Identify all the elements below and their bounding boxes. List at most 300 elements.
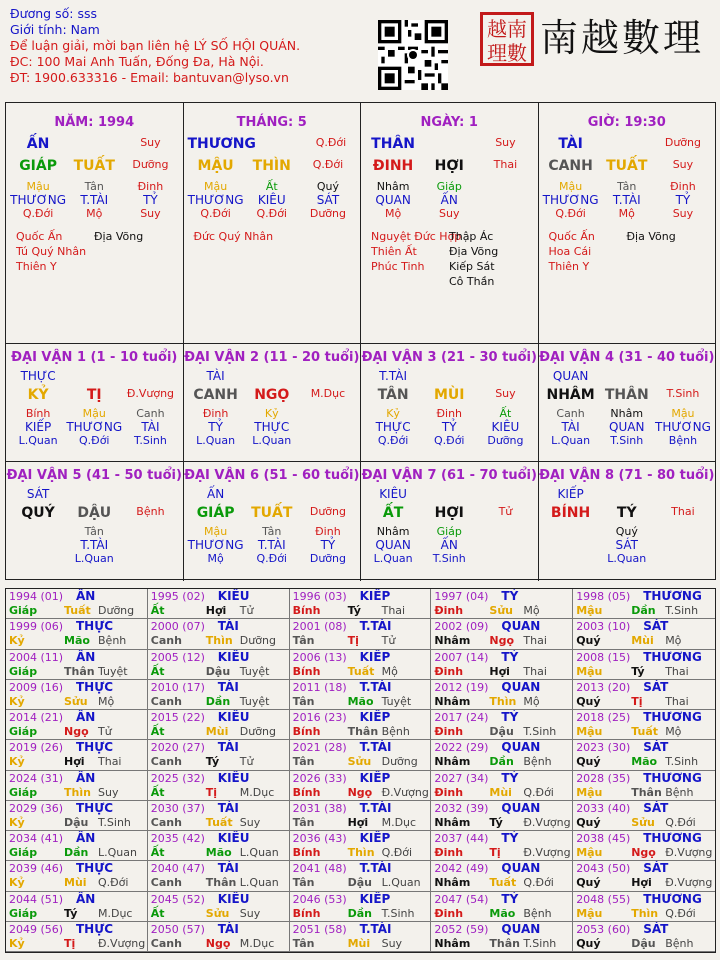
year-chi: Tuất <box>631 725 658 738</box>
year-cell <box>290 922 432 952</box>
dai-van-hidden-state: Dưỡng <box>487 434 524 447</box>
dai-van-hidden-stem: Bính <box>25 407 51 420</box>
year-label: 2028 (35) <box>576 771 631 785</box>
dai-van-hidden-god: TỶ <box>320 538 336 552</box>
phone-email-line: ĐT: 1900.633316 - Email: bantuvan@lyso.vn <box>10 70 289 85</box>
year-god: TỶ <box>501 891 519 906</box>
dai-van-gods-row <box>539 538 716 552</box>
year-label: 2018 (25) <box>576 711 631 724</box>
dai-van-hidden-god: QUAN <box>609 420 645 434</box>
year-chi: Thìn <box>631 906 659 920</box>
year-god: ẤN <box>76 831 96 845</box>
pillar-top-spacer <box>66 136 122 152</box>
pillar-top-god: ẤN <box>26 136 50 152</box>
pillar-chi-state: Suy <box>672 158 694 171</box>
pillar-god: THƯƠNG <box>10 193 67 207</box>
year-can: Đinh <box>434 725 464 738</box>
pillar-god: ẤN <box>440 193 458 207</box>
year-can: Kỷ <box>9 694 25 708</box>
year-state: Tuyệt <box>239 694 270 708</box>
pillar-top-row <box>184 136 361 152</box>
year-state: Đ.Vượng <box>523 846 571 859</box>
year-god: QUAN <box>501 619 541 634</box>
dai-van-hidden-god: TÀI <box>561 420 580 434</box>
dai-van-hidden-god <box>10 538 66 552</box>
dai-van-hidden-god <box>477 538 533 552</box>
pillar-3 <box>539 103 716 343</box>
year-can: Quý <box>576 936 601 950</box>
dai-van-god: T.TÀI <box>379 369 408 383</box>
dai-van-title: ĐẠI VẬN 1 (1 - 10 tuổi) <box>11 350 178 365</box>
dai-van-hidden-god: ẤN <box>440 538 458 552</box>
year-god: QUAN <box>501 861 541 876</box>
year-cell <box>290 680 432 710</box>
dai-van-title: ĐẠI VẬN 4 (31 - 40 tuổi) <box>539 350 715 365</box>
dai-van-spacer <box>66 369 122 383</box>
year-cell <box>6 831 148 861</box>
year-label: 2002 (09) <box>434 620 489 634</box>
dai-van-title: ĐẠI VẬN 5 (41 - 50 tuổi) <box>6 468 182 483</box>
dai-van-title: ĐẠI VẬN 2 (11 - 20 tuổi) <box>184 350 360 365</box>
dai-van-title: ĐẠI VẬN 6 (51 - 60 tuổi) <box>184 468 360 483</box>
dai-van-hidden-stem: Mậu <box>203 525 228 538</box>
year-state: Suy <box>239 906 261 920</box>
dai-van-chi: TỊ <box>86 387 102 403</box>
pillar-main-row <box>361 158 538 174</box>
year-chi: Tuất <box>489 876 517 890</box>
pillar-stars <box>194 229 354 244</box>
dai-van-hidden-state: Mộ <box>207 552 224 565</box>
year-cell <box>148 619 290 649</box>
year-cell <box>148 650 290 680</box>
pillar-god: THƯƠNG <box>542 193 599 207</box>
year-chi: Sửu <box>64 694 88 708</box>
star-left: Thiên Y <box>548 260 590 273</box>
dai-van-hidden-row <box>361 407 538 420</box>
year-label: 2041 (48) <box>292 862 347 876</box>
pillar-hidden-row <box>361 180 538 193</box>
dai-van-hidden-god <box>122 538 178 552</box>
year-chi: Hợi <box>489 664 510 678</box>
dai-van-hidden-state: L.Quan <box>373 552 413 565</box>
year-cell <box>431 740 573 770</box>
dai-van-state: Đ.Vượng <box>126 387 175 400</box>
dai-van-hidden-state: T.Sinh <box>133 434 167 447</box>
pillar-god: THƯƠNG <box>187 193 244 207</box>
star-left: Hoa Cái <box>548 245 592 258</box>
pillar-top-state: Dưỡng <box>664 136 701 149</box>
year-can: Canh <box>150 755 182 769</box>
year-can: Canh <box>150 634 182 648</box>
pillar-gods-row <box>6 193 183 207</box>
year-label: 2003 (10) <box>576 620 631 634</box>
star-right: Địa Võng <box>94 230 144 243</box>
dai-van-hidden-god: THƯƠNG <box>66 420 123 434</box>
year-state: Tuyệt <box>381 694 412 708</box>
pillar-hidden-stem: Ất <box>265 180 278 193</box>
year-chi: Thân <box>347 725 379 738</box>
year-god: SÁT <box>643 619 669 634</box>
year-cell <box>148 861 290 891</box>
dai-van-gods-row <box>184 420 361 434</box>
year-state: Thai <box>523 634 547 648</box>
logo-text: 南越數理 <box>540 16 705 60</box>
year-god: TÀI <box>217 740 239 755</box>
four-pillars <box>6 103 715 343</box>
year-god: THƯƠNG <box>643 710 702 724</box>
year-label: 2008 (15) <box>576 650 631 664</box>
year-can: Kỷ <box>9 755 25 769</box>
year-god: TÀI <box>217 921 239 936</box>
dai-van-state: Thai <box>671 505 695 518</box>
year-state: Q.Đới <box>381 846 413 859</box>
year-cell <box>148 922 290 952</box>
year-cell <box>6 710 148 740</box>
year-cell <box>431 771 573 801</box>
year-can: Mậu <box>576 785 603 799</box>
dai-van-row-1 <box>6 343 715 463</box>
year-label: 2010 (17) <box>150 680 205 694</box>
star-left: Phúc Tinh <box>371 260 425 273</box>
pillar-title: THÁNG: 5 <box>236 115 307 130</box>
dai-van-chi: NGỌ <box>254 387 290 403</box>
year-can: Ất <box>150 604 165 617</box>
year-label: 1998 (05) <box>576 590 631 603</box>
dai-van-state: M.Dục <box>310 387 346 400</box>
pillar-stars <box>371 229 531 288</box>
year-can: Mậu <box>576 664 603 678</box>
year-chi: Dần <box>64 846 89 859</box>
year-can: Tân <box>292 936 315 950</box>
year-label: 2012 (19) <box>434 680 489 694</box>
dai-van-gods-row <box>539 420 716 434</box>
year-state: Đ.Vượng <box>381 785 429 799</box>
dai-van-hidden-row <box>361 525 538 538</box>
year-can: Mậu <box>576 725 603 738</box>
dai-van-8 <box>539 462 716 581</box>
dai-van-state: Suy <box>495 387 516 400</box>
year-cell <box>431 831 573 861</box>
year-chi: Ngọ <box>205 936 231 950</box>
year-cell <box>6 589 148 619</box>
pillar-state: Mộ <box>384 207 402 220</box>
year-chi: Hợi <box>205 604 227 617</box>
year-god: THỰC <box>76 861 114 876</box>
dai-van-hidden-state: L.Quan <box>196 434 236 447</box>
year-state: Thai <box>98 755 122 769</box>
qr-code-icon <box>378 20 448 90</box>
dai-van-hidden-row <box>539 407 716 420</box>
year-god: SÁT <box>643 800 669 815</box>
year-chi: Dần <box>205 694 231 708</box>
pillar-main-row <box>539 158 716 174</box>
star-left: Thiên Y <box>16 260 57 273</box>
year-table <box>5 588 716 953</box>
year-god: T.TÀI <box>359 921 392 936</box>
pillar-god: KIÊU <box>257 193 286 207</box>
dai-van-hidden-stem: Mậu <box>82 407 106 420</box>
year-label: 2001 (08) <box>292 620 347 634</box>
pillar-state: Q.Đới <box>200 207 231 220</box>
dai-van-hidden-god: T.TÀI <box>257 538 286 552</box>
year-cell <box>431 892 573 922</box>
year-cell <box>290 892 432 922</box>
year-can: Bính <box>292 604 321 617</box>
dai-van-states-row <box>361 434 538 447</box>
year-state: Q.Đới <box>523 785 554 799</box>
year-label: 2016 (23) <box>292 711 347 724</box>
dai-van-spacer <box>655 487 711 501</box>
year-can: Nhâm <box>434 936 471 950</box>
dai-van-god: SÁT <box>26 487 50 501</box>
year-state: Tử <box>381 634 396 648</box>
year-god: THƯƠNG <box>643 589 702 603</box>
year-chi: Tuất <box>347 664 375 678</box>
year-cell <box>6 892 148 922</box>
dai-van-states-row <box>184 552 361 565</box>
year-can: Quý <box>576 815 601 829</box>
dai-van-hidden-stem: Canh <box>136 407 165 420</box>
year-god: THỰC <box>76 921 114 936</box>
dai-van-can: CANH <box>193 387 238 403</box>
dai-van-top-row <box>361 369 538 383</box>
pillar-top-state: Q.Đới <box>315 136 347 149</box>
dai-van-state: Dưỡng <box>309 505 346 518</box>
year-label: 2015 (22) <box>150 711 205 724</box>
pillar-hidden-stem: Quý <box>316 180 339 193</box>
year-label: 2050 (57) <box>150 922 205 936</box>
year-chi: Tị <box>347 634 359 648</box>
year-can: Giáp <box>9 725 38 738</box>
year-cell <box>6 680 148 710</box>
year-cell <box>573 740 715 770</box>
year-god: KIÊU <box>217 649 250 664</box>
year-god: QUAN <box>501 679 541 694</box>
year-state: Q.Đới <box>98 876 129 890</box>
pillar-hidden-stem: Tân <box>84 180 104 193</box>
dai-van-hidden-state: L.Quan <box>551 434 591 447</box>
dai-van-gods-row <box>6 538 183 552</box>
dai-van-main-row <box>6 505 183 521</box>
pillar-chi-state: Thai <box>493 158 518 171</box>
year-god: SÁT <box>643 861 669 876</box>
year-chi: Mùi <box>64 876 87 890</box>
year-can: Kỷ <box>9 634 25 648</box>
year-label: 2006 (13) <box>292 650 347 664</box>
year-chi: Tý <box>489 815 503 829</box>
year-god: THƯƠNG <box>643 831 702 845</box>
dai-van-main-row <box>6 387 183 403</box>
year-label: 2044 (51) <box>9 892 64 906</box>
pillar-hidden-stem: Mậu <box>26 180 50 193</box>
pillar-states-row <box>6 207 183 220</box>
year-chi: Dần <box>489 755 514 769</box>
dai-van-can: QUÝ <box>21 505 55 521</box>
pillar-top-state: Suy <box>140 136 161 149</box>
dai-van-states-row <box>361 552 538 565</box>
year-label: 2017 (24) <box>434 711 489 724</box>
pillar-states-row <box>361 207 538 220</box>
year-chi: Tý <box>64 906 78 920</box>
year-god: KIÊU <box>217 770 250 785</box>
year-can: Mậu <box>576 846 603 859</box>
contact-note: Để luận giải, mời bạn liên hệ LÝ SỐ HỘI QUÁN. <box>10 38 301 53</box>
dai-van-gods-row <box>361 420 538 434</box>
year-god: TỶ <box>501 710 519 724</box>
dai-van-hidden-god: THỰC <box>375 420 411 434</box>
year-state: T.Sinh <box>523 936 557 950</box>
pillar-state: Dưỡng <box>309 207 346 220</box>
dai-van-hidden-state <box>300 434 356 447</box>
year-state: Q.Đới <box>665 815 696 829</box>
year-cell <box>290 771 432 801</box>
pillar-title: NGÀY: 1 <box>420 115 478 130</box>
year-can: Nhâm <box>434 694 471 708</box>
pillar-main-row <box>6 158 183 174</box>
dai-van-top-row <box>361 487 538 501</box>
star-right: Cô Thần <box>449 275 495 288</box>
year-state: Mộ <box>665 634 682 648</box>
year-cell <box>148 801 290 831</box>
year-chi: Hợi <box>347 815 369 829</box>
year-cell <box>148 710 290 740</box>
star-left: Nguyệt Đức Hợp <box>371 230 462 243</box>
year-label: 2043 (50) <box>576 862 631 876</box>
year-label: 2039 (46) <box>9 862 64 876</box>
dai-van-top-row <box>539 369 716 383</box>
dai-van-hidden-god: TÀI <box>141 420 160 434</box>
pillar-chi: TUẤT <box>73 158 115 174</box>
year-chi: Dậu <box>489 725 514 738</box>
pillar-gods-row <box>361 193 538 207</box>
pillar-top-spacer <box>421 136 477 152</box>
dai-van-5 <box>6 462 184 581</box>
dai-van-spacer <box>655 369 711 383</box>
dai-van-states-row <box>6 552 183 565</box>
year-label: 2030 (37) <box>150 801 205 815</box>
year-chi: Tuất <box>205 815 233 829</box>
pillar-hidden-stem: Mậu <box>558 180 583 193</box>
pillar-stars <box>549 229 709 274</box>
dai-van-top-row <box>6 369 183 383</box>
dai-van-spacer <box>421 369 477 383</box>
year-state: Suy <box>239 815 261 829</box>
dai-van-hidden-stem <box>655 525 711 538</box>
dai-van-can: TÂN <box>377 387 409 403</box>
year-label: 2053 (60) <box>576 922 631 936</box>
year-can: Bính <box>292 664 321 678</box>
pillar-hidden-stem: Đinh <box>137 180 164 193</box>
year-cell <box>431 801 573 831</box>
dai-van-spacer <box>599 487 655 501</box>
year-can: Canh <box>150 815 182 829</box>
year-chi: Dần <box>347 906 372 920</box>
year-label: 2029 (36) <box>9 801 64 815</box>
year-chi: Tị <box>205 785 218 799</box>
year-state: L.Quan <box>98 846 137 859</box>
dai-van-spacer <box>122 369 178 383</box>
dai-van-spacer <box>421 487 477 501</box>
pillar-top-spacer <box>599 136 655 152</box>
dai-van-hidden-state: Q.Đới <box>79 434 110 447</box>
year-cell <box>290 710 432 740</box>
year-cell <box>431 680 573 710</box>
dai-van-hidden-god: T.TÀI <box>80 538 109 552</box>
year-state: Dưỡng <box>381 755 418 769</box>
year-label: 1995 (02) <box>150 590 205 603</box>
dai-van-hidden-state: T.Sinh <box>610 434 644 447</box>
dai-van-title: ĐẠI VẬN 8 (71 - 80 tuổi) <box>539 468 715 483</box>
year-state: Mộ <box>98 694 115 708</box>
year-chi: Tị <box>631 694 643 708</box>
year-can: Bính <box>292 846 321 859</box>
dai-van-hidden-state: Q.Đới <box>434 434 465 447</box>
pillar-top-row <box>361 136 538 152</box>
dai-van-spacer <box>122 487 178 501</box>
star-right: Địa Võng <box>449 245 499 258</box>
year-god: QUAN <box>501 740 541 755</box>
year-can: Ất <box>150 906 165 920</box>
star-right: Kiếp Sát <box>449 260 495 273</box>
year-god: ẤN <box>76 891 96 906</box>
dai-van-states-row <box>539 552 716 565</box>
pillar-god: T.TÀI <box>612 193 641 207</box>
year-label: 2020 (27) <box>150 741 205 755</box>
pillar-can: CANH <box>548 158 593 174</box>
dai-van-hidden-stem: Tân <box>262 525 282 538</box>
year-god: TÀI <box>217 679 239 694</box>
year-label: 2033 (40) <box>576 801 631 815</box>
year-label: 2035 (42) <box>150 832 205 845</box>
dai-van-hidden-stem <box>10 525 66 538</box>
pillar-gods-row <box>184 193 361 207</box>
owner-line: Đương số: sss <box>10 6 97 21</box>
year-state: Đ.Vượng <box>665 846 713 859</box>
year-chi: Thìn <box>489 694 517 708</box>
year-can: Bính <box>292 906 321 920</box>
dai-van-hidden-god: THƯƠNG <box>654 420 711 434</box>
year-god: TỶ <box>501 770 519 785</box>
year-chi: Ngọ <box>489 634 515 648</box>
year-chi: Sửu <box>205 906 230 920</box>
year-label: 2047 (54) <box>434 892 489 906</box>
year-can: Nhâm <box>434 876 471 890</box>
star-left: Tú Quý Nhân <box>16 245 87 258</box>
star-right: Thập Ác <box>449 230 494 243</box>
year-chi: Dậu <box>64 815 89 829</box>
pillar-god: QUAN <box>375 193 411 207</box>
pillar-state: Suy <box>672 207 694 220</box>
year-state: Bệnh <box>381 725 410 738</box>
year-label: 2051 (58) <box>292 922 347 936</box>
year-god: THƯƠNG <box>643 891 702 906</box>
year-state: Q.Đới <box>523 876 554 890</box>
year-state: Dưỡng <box>239 634 276 648</box>
year-can: Giáp <box>9 604 38 617</box>
dai-van-state: T.Sinh <box>666 387 700 400</box>
pillar-chi: THÌN <box>252 158 291 174</box>
dai-van-can: NHÂM <box>546 387 595 403</box>
pillar-hidden-stem: Giáp <box>436 180 462 193</box>
dai-van-state: Bệnh <box>136 505 165 518</box>
year-god: TÀI <box>217 619 239 634</box>
year-state: Tuyệt <box>98 664 128 678</box>
year-state: M.Dục <box>98 906 133 920</box>
year-god: TỶ <box>501 589 519 603</box>
year-state: Bệnh <box>665 936 694 950</box>
year-god: THỰC <box>76 740 114 755</box>
year-state: Bệnh <box>523 906 552 920</box>
